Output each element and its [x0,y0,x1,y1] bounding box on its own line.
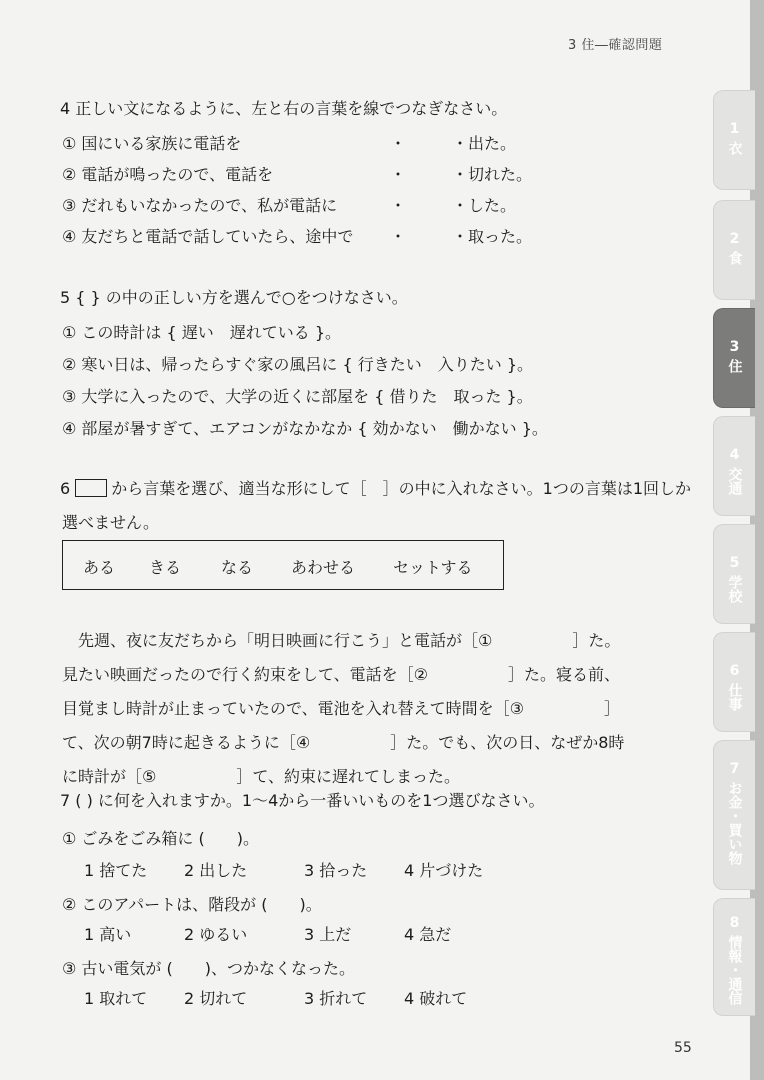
q4-right-3[interactable]: ・した。 [452,196,517,215]
q4-left-2: ② 電話が鳴ったので、電話を [62,165,274,184]
q6-passage-1: 先週、夜に友だちから「明日映画に行こう」と電話が［① ］た。 [78,631,621,650]
q7-1-option-3[interactable]: 3 拾った [304,861,368,880]
word-box-symbol [75,479,107,497]
q4-right-1[interactable]: ・出た。 [452,134,517,153]
q7-1-option-4[interactable]: 4 片づけた [404,861,484,880]
page-header: 3 住―確認問題 [568,38,663,53]
page-number: 55 [674,1040,692,1056]
q7-instruction: 7 ( ) に何を入れますか。1～4から一番いいものを1つ選びなさい。 [60,791,545,810]
q5-instruction: 5 { } の中の正しい方を選んで○をつけなさい。 [60,288,408,307]
q6-instruction [60,478,691,500]
tab-chapter-5[interactable]: 5 学校 [713,524,755,624]
word-4: あわせる [291,558,356,577]
q7-stem-2: ② このアパートは、階段が ( )。 [62,895,322,914]
q7-stem-3: ③ 古い電気が ( )、つかなくなった。 [62,959,356,978]
q7-3-option-1[interactable]: 1 取れて [84,989,148,1008]
q7-2-option-1[interactable]: 1 高い [84,925,132,944]
word-bank [62,540,504,590]
q7-3-option-3[interactable]: 3 折れて [304,989,368,1008]
q4-dot-2[interactable]: ・ [390,165,407,184]
tab-chapter-3[interactable]: 3 住 [713,308,755,408]
q7-2-option-4[interactable]: 4 急だ [404,925,452,944]
word-1: ある [83,558,116,577]
q7-2-option-2[interactable]: 2 ゆるい [184,925,248,944]
q7-2-option-3[interactable]: 3 上だ [304,925,352,944]
q4-right-2[interactable]: ・切れた。 [452,165,533,184]
tab-chapter-6[interactable]: 6 仕事 [713,632,755,732]
q5-item-1[interactable]: ① この時計は { 遅い 遅れている }。 [62,323,342,342]
q5-item-2[interactable]: ② 寒い日は、帰ったらすぐ家の風呂に { 行きたい 入りたい }。 [62,355,534,374]
q4-dot-3[interactable]: ・ [390,196,407,215]
q4-dot-4[interactable]: ・ [390,227,407,246]
q7-1-option-2[interactable]: 2 出した [184,861,248,880]
word-3: なる [221,558,254,577]
q4-right-4[interactable]: ・取った。 [452,227,533,246]
q7-stem-1: ① ごみをごみ箱に ( )。 [62,829,260,848]
q4-left-4: ④ 友だちと電話で話していたら、途中で [62,227,354,246]
tab-chapter-8[interactable]: 8 情報・通信 [713,898,755,1016]
q4-left-3: ③ だれもいなかったので、私が電話に [62,196,338,215]
word-2: きる [149,558,182,577]
q6-passage-4: て、次の朝7時に起きるように［④ ］た。でも、次の日、なぜか8時 [62,733,625,752]
q6-instruction-cont: 選べません。 [62,513,159,532]
tab-chapter-7[interactable]: 7 お金・買い物 [713,740,755,890]
q7-3-option-4[interactable]: 4 破れて [404,989,468,1008]
q6-passage-5: に時計が［⑤ ］て、約束に遅れてしまった。 [62,767,461,786]
tab-chapter-4[interactable]: 4 交通 [713,416,755,516]
q6-number: 6 [60,479,71,498]
q4-left-1: ① 国にいる家族に電話を [62,134,242,153]
q6-passage-2: 見たい映画だったので行く約束をして、電話を［② ］た。寝る前、 [62,665,621,684]
tab-chapter-2[interactable]: 2 食 [713,200,755,300]
q5-item-3[interactable]: ③ 大学に入ったので、大学の近くに部屋を { 借りた 取った }。 [62,387,533,406]
word-5: セットする [393,558,473,577]
q6-passage-3: 目覚まし時計が止まっていたので、電池を入れ替えて時間を［③ ］ [62,699,621,718]
q4-dot-1[interactable]: ・ [390,134,407,153]
q5-item-4[interactable]: ④ 部屋が暑すぎて、エアコンがなかなか { 効かない 働かない }。 [62,419,548,438]
q7-1-option-1[interactable]: 1 捨てた [84,861,148,880]
q6-instruction-text: から言葉を選び、適当な形にして［ ］の中に入れなさい。1つの言葉は1回しか [111,479,692,498]
q4-instruction: 4 正しい文になるように、左と右の言葉を線でつなぎなさい。 [60,99,508,118]
tab-chapter-1[interactable]: 1 衣 [713,90,755,190]
q7-3-option-2[interactable]: 2 切れて [184,989,248,1008]
